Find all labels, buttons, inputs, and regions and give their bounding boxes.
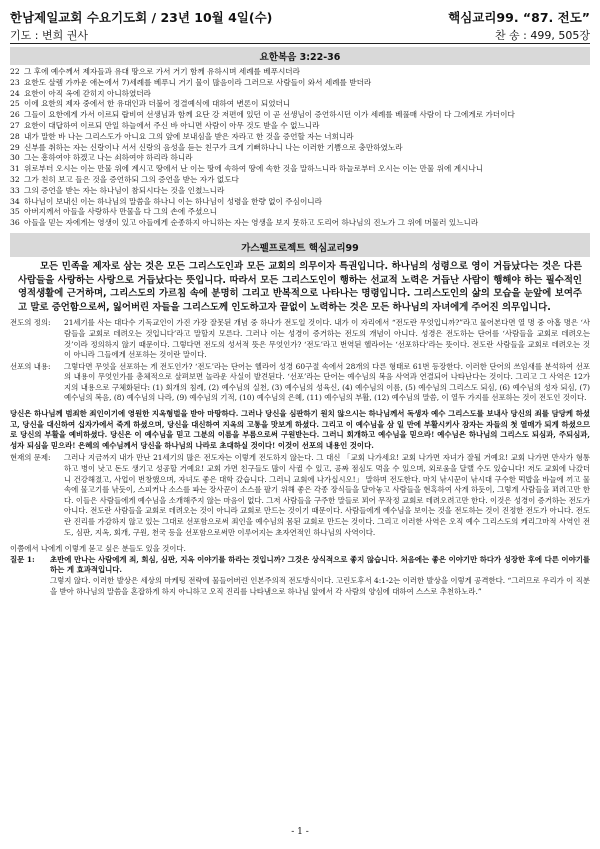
verse-number: 29 [10,142,20,152]
verse-text: 그 후에 예수께서 제자들과 유대 땅으로 가서 거기 함께 유하시며 세례를 베푸시더라 [24,67,300,76]
verse-number: 27 [10,120,20,130]
verse-text: 그의 증언을 받는 자는 하나님이 참되시다는 것을 인쳤느니라 [24,185,225,195]
verse-number: 22 [10,67,20,76]
verse-number: 23 [10,77,20,87]
doctrine-title: 가스펠프로젝트 핵심교리99 [10,239,590,257]
modern-problem [10,453,590,538]
verse-number: 30 [10,153,20,163]
verse-text: 내가 말한 바 나는 그리스도가 아니요 그의 앞에 보내심을 받은 자라고 한 것을 증언할 자는 너희니라 [24,131,354,141]
qna-intro: 이쯤에서 나에게 이렇게 묻고 싶은 분들도 있을 것이다. [10,544,186,554]
verse-number: 33 [10,185,20,195]
verse-text: 그가 친히 보고 들은 것을 증언하되 그의 증언을 받는 자가 없도다 [24,174,239,184]
page [10,8,590,597]
verse-text: 위로부터 오시는 이는 만물 위에 계시고 땅에서 난 이는 땅에 속하여 땅에 속한 것을 말하느니라 하늘로부터 오시는 이는 만물 위에 계시나니 [24,164,484,174]
verse-number: 32 [10,174,20,184]
definition-label: 전도의 정의: [10,318,51,328]
verse-number: 35 [10,207,20,217]
definition-label: 현재의 문제: [10,453,51,463]
verse-row [10,110,590,121]
verse-row [10,67,590,78]
hymn-numbers: 찬 송 : 499, 505장 [494,29,590,42]
verse-row [10,218,590,229]
proclamation-paragraph: 당신은 하나님께 범죄한 죄인이기에 영원한 지옥형벌을 받아 마땅하다. 그러나 당신을 심판하기 원치 않으시는 하나님께서 독생자 예수 그리스도를 보내사 당신의 죄를 담당케 하셨고, 당신을 대신하여 십자가에서 죽게 하셨으며, 당신을 대신하여 지옥의 고통을 맛보게 하셨다. 그리고 이 예수님을 삼 일 만에 부활시키사 잠자는 자들의 첫 열매가 되게 하셨으므로 당신의 부활을 예비하셨다. 당신은 이 예수님을 믿고 그분의 이름을 부름으로써 구원받는다. 그러니 회개하고 예수님을 믿으라! 예수님은 하나님의 그리스도 되심과, 주되심과, 성자 되심을 믿으라! 은혜의 예수님께서 당신을 하나님의 나라로 초대하실 것이다! 이것이 선포의 내용인 것이다. [10,409,590,450]
verse-number: 25 [10,99,20,109]
definition-text: 그러나 지금까지 내가 만난 21세기의 많은 전도자는 이렇게 전도하지 않는다. 그 대신 「교회 나가세요! 교회 나가면 자녀가 잘될 거예요! 교회 나가면 만사가 형통하고 병이 낫고 돈도 생기고 성공할 거예요! 교회 가면 친구들도 많이 사귈 수 있고, 공짜 점심도 먹을 수 있으며, 외로움을 달랠 수도 있습니다! 저도 교회에 나갔더니 건강해졌고, 사업이 번창했으며, 자녀도 좋은 대학 갔습니다. 그러니 교회에 나가십시오!」 말하며 전도한다. 마치 낚시꾼이 낚시대 구수한 떡밥을 바늘에 끼고 물속에 물고기를 낚듯이, 스피커나 소스를 파는 장사꾼이 소스를 팔기 위해 좋은 각종 장식들을 달아놓고 사람들을 현혹하여 사게 하듯이, 그렇게 사람들을 꾀려고만 한다. 이들은 사람들에게 예수님을 소개해주지 않는 마음이 없다. 그저 사람들을 구주한 말들로 꾀어 무작정 교회로 데려오려고만 한다. 이것은 성경이 증거하는 전도가 아니다. 전도란 사람들을 교회로 데려오는 것이 아니라 교회로 만드는 것이기 때문이다. 사람들에게 예수님을 보이는 것을 전도하는 것이 진정한 전도가 아니다. 전도란 진리를 가감하지 않고 있는 그대로 선포함으로써 죄인을 예수님의 몸된 교회로 만드는 것이다. 그리고 이러한 사역은 오직 예수 그리스도의 케리그마적 사역인 전도, 심판, 지옥, 회개, 구원, 천국 등을 선포함으로써만 이루어지는 초자연적인 하나님의 사역이다. [64,453,590,537]
verse-text: 요한이 아직 옥에 갇히지 아니하였더라 [24,88,152,98]
answer-text: 그렇지 않다. 이러한 발상은 세상의 마케팅 전략에 물들어버린 인본주의적 전도방식이다. 고린도후서 4:1-2는 이러한 발상을 이렇게 공격한다. “그러므로 우리가 이 직분을 받아 하나님의 말씀을 혼잡하게 하지 아니하고 오직 진리를 나타냄으로 하나님 앞에서 각 사람의 양심에 대하여 스스로 추천하노라.” [50,575,590,596]
question-1 [10,555,590,576]
verse-text: 그들이 요한에게 가서 이르되 랍비여 선생님과 함께 요단 강 저편에 있던 이 곧 선생님이 증언하시던 이가 세례를 베풀매 사람이 다 그에게로 가더이다 [24,110,515,120]
verse-text: 아들을 믿는 자에게는 영생이 있고 아들에게 순종하지 아니하는 자는 영생을 보지 못하고 도리어 하나님의 진노가 그 위에 머물러 있느니라 [24,218,479,228]
lesson-title: 핵심교리99. “87. 전도” [448,10,590,25]
verse-text: 아버지께서 아들을 사랑하사 만물을 다 그의 손에 주셨으니 [24,207,217,217]
verse-text: 요한도 살렘 가까운 애논에서 7)세례를 베푸니 거기 물이 많음이라 그러므로 사람들이 와서 세례를 받더라 [24,77,372,87]
verse-text: 요한이 대답하여 이르되 만일 하늘에서 주신 바 아니면 사람이 아무 것도 받을 수 없느니라 [24,120,320,130]
definition-item [10,362,590,404]
verse-number: 34 [10,196,20,206]
verse-row [10,207,590,218]
verse-row [10,197,590,208]
header-row-2 [10,27,590,44]
verse-number: 36 [10,218,20,228]
verse-text: 신부를 취하는 자는 신랑이나 서서 신랑의 음성을 듣는 친구가 크게 기뻐하나니 나는 이러한 기쁨으로 충만하였노라 [24,142,403,152]
definition-item [10,453,590,538]
definition-text: 그렇다면 무엇을 선포하는 게 전도인가? ‘전도’라는 단어는 헬라어 성경 60구절 속에서 28개의 다른 형태로 61번 등장한다. 이러한 단어의 쓰임새를 분석하여 선포의 내용이 무엇인가를 총체적으로 살펴보면 놀라운 사실이 발견된다. ‘선포’라는 단어는 예수님의 복음 사역과 연결되어 나타난다는 것이다. 그리고 그 사역은 12가지의 내용으로 구체화된다: (1) 회개의 침례, (2) 예수님의 실천, (3) 예수님의 성육신, (4) 예수님의 이름, (5) 예수님의 그리스도 되심, (6) 예수님의 성자 되심, (7) 예수님의 복음, (8) 예수님의 나라, (9) 예수님의 기적, (10) 예수님의 은혜, (11) 예수님의 부활, (12) 예수님의 말씀, 이 열두 가지를 선포하는 것이 전도인 것이다. [64,361,590,403]
verse-number: 24 [10,88,20,98]
question-label: 질문 1: [10,554,35,564]
scripture-verses [10,65,590,229]
verse-row [10,78,590,89]
verse-row [10,143,590,154]
verse-text: 이에 요한의 제자 중에서 한 유대인과 더불어 정결예식에 대하여 변론이 되었더니 [24,99,291,109]
verse-number: 28 [10,131,20,141]
verse-row [10,99,590,110]
bulletin-title: 한남제일교회 수요기도회 / 23년 10월 4일(수) [10,10,273,25]
definitions [10,318,590,404]
question-text: 초반에 만나는 사람에게 죄, 회심, 심판, 지옥 이야기를 하라는 것입니까? 그것은 상식적으로 좋지 않습니다. 처음에는 좋은 이야기만 하다가 성장한 후에 다른 이야기를 하는 게 효과적입니다. [50,554,590,575]
verse-row [10,89,590,100]
verse-text: 하나님이 보내신 이는 하나님의 말씀을 하나니 이는 하나님이 성령을 한량 없이 주심이니라 [24,196,322,206]
verse-number: 31 [10,164,20,174]
verse-row [10,164,590,175]
verse-text: 그는 흥하여야 하겠고 나는 쇠하여야 하리라 하니라 [24,153,193,163]
verse-row [10,153,590,164]
core-doctrine-text: 모든 민족을 제자로 삼는 것은 모든 그리스도인과 모든 교회의 의무이자 특권입니다. 하나님의 성령으로 영이 거듭났다는 것은 다른 사람들을 사랑하는 사랑으로 거듭났다는 뜻입니다. 따라서 모든 그리스도인이 행하는 선교적 노력은 거듭난 사람이 행해야 하는 필수적인 영적생활에 근거하며, 그리스도의 가르침 속에 분명히 그리고 반복적으로 나타나는 명령입니다. 그리스도인의 삶의 모습을 눈앞에 보여주고 말로 증언함으로써, 잃어버린 자들을 그리스도께 인도하고자 끝없이 노력하는 것은 모든 하나님의 자녀에게 주어진 의무입니다. [18,260,582,313]
header-row-1 [10,8,590,26]
verse-row [10,121,590,132]
prayer-leader: 기도 : 변희 권사 [10,29,88,42]
scripture-title: 요한복음 3:22-36 [10,47,590,65]
verse-row [10,186,590,197]
verse-row [10,132,590,143]
definition-text: 21세기를 사는 대다수 기독교인이 가진 가장 잘못된 개념 중 하나가 전도일 것이다. 내가 이 자리에서 “전도란 무엇입니까?”라고 물어본다면 열 명 중 아홉 명은 ‘사람들을 교회로 데려오는 것입니다’라고 말할지 모른다. 그러나 이는 성경이 증거하는 전도의 개념이 아니다. 성경은 전도하는 단어를 ‘사람들을 교회로 데려오는 것’이라 정의하지 않기 때문이다. 그렇다면 전도의 성서적 뜻은 무엇인가? ‘전도’라고 번역된 헬라어는 ‘선포하다’라는 뜻이다. 전도란 사람들을 교회로 데려오는 것이 아니라 그들에게 선포하는 것이란 말이다. [64,318,590,360]
definition-label: 선포의 내용: [10,361,51,371]
page-number: - 1 - [291,827,309,837]
verse-row [10,175,590,186]
verse-number: 26 [10,110,20,120]
definition-item [10,318,590,360]
